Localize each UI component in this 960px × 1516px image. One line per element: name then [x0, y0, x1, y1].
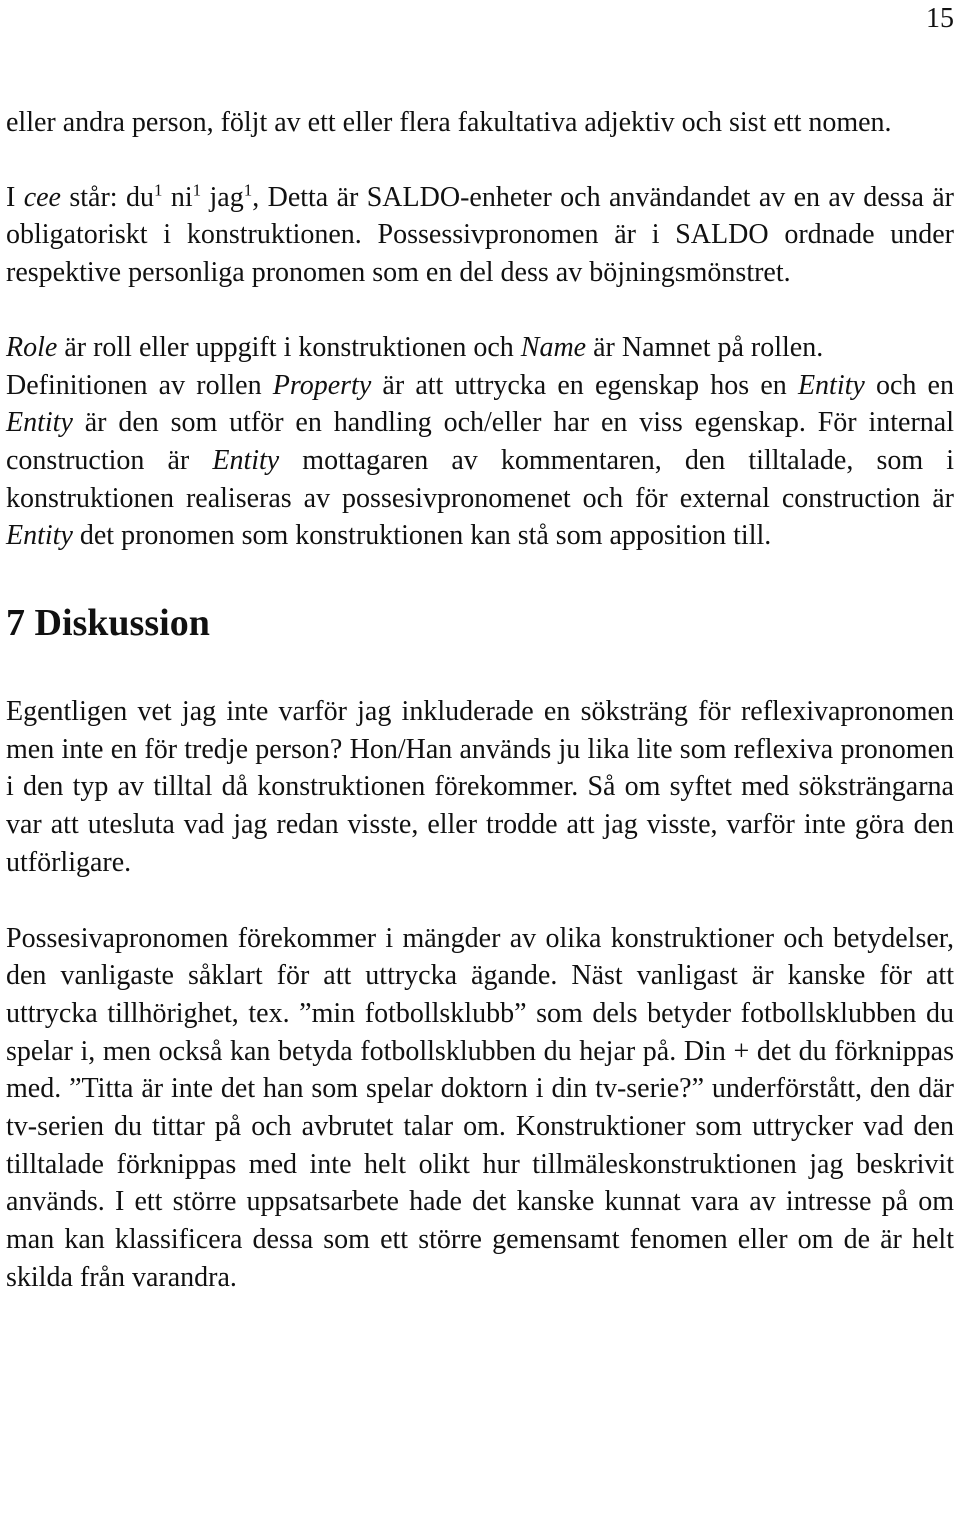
p4-term-property: Property — [272, 369, 372, 401]
p4-text-3: och en — [864, 369, 954, 401]
paragraph-4 — [6, 367, 954, 556]
p2-text-4: jag — [201, 181, 244, 213]
section-heading: 7 Diskussion — [6, 602, 210, 645]
p4-text-1: Definitionen av rollen — [6, 369, 273, 401]
p4-text-5: mottagaren av kommentaren, den tilltalade, som i konstruktionen realiseras av possesivpronomenet och för external construction är — [6, 444, 954, 514]
paragraph-2 — [6, 179, 954, 292]
p2-text-2: står: du — [61, 181, 154, 213]
p2-term-cee: cee — [23, 181, 61, 213]
paragraph-1: eller andra person, följt av ett eller flera fakultativa adjektiv och sist ett nomen. — [6, 107, 892, 138]
p2-text-3: ni — [162, 181, 193, 213]
p4-term-entity-2: Entity — [6, 407, 73, 439]
p4-term-entity-4: Entity — [6, 520, 73, 552]
paragraph-3 — [6, 329, 954, 367]
p3-term-role: Role — [6, 331, 58, 363]
p2-sup-1: 1 — [153, 180, 163, 200]
p3-text-1: är roll eller uppgift i konstruktionen och — [57, 331, 521, 363]
p3-text-2: är Namnet på rollen. — [586, 331, 824, 363]
p4-text-4: är den som utför en handling och/eller har en viss egenskap. För internal construction är — [6, 407, 954, 476]
page-number: 15 — [926, 3, 954, 34]
p2-text-5: , Detta är SALDO-enheter och användandet av en av dessa är obligatoriskt i konstruktionen. Possessivpronomen är i SALDO ordnade under respektive personliga pronomen som en del dess av böjningsmönstret. — [6, 181, 954, 289]
paragraph-5: Egentligen vet jag inte varför jag inkluderade en söksträng för reflexivapronomen men inte en för tredje person? Hon/Han används ju lika lite som reflexiva pronomen i den typ av tilltal då konstruktionen förekommer. Så om syftet med söksträngarna var att utesluta vad jag redan visste, eller trodde att jag visste, varför inte göra den utförligare. — [6, 696, 954, 878]
p3-term-name: Name — [520, 331, 587, 363]
p4-term-entity-3: Entity — [212, 444, 280, 476]
p2-sup-2: 1 — [192, 180, 202, 200]
p2-text-1: I — [6, 181, 24, 213]
p2-sup-3: 1 — [243, 180, 253, 200]
p4-text-2: är att uttrycka en egenskap hos en — [371, 369, 798, 401]
paragraph-6: Possesivapronomen förekommer i mängder av olika konstruktioner och betydelser, den vanligaste såklart för att uttrycka ägande. Näst vanligast är kanske för att uttrycka tillhörighet, tex. ”min fotbollsklubb” som dels betyder fotbollsklubben du spelar i, men också kan betyda fotbollsklubben du hejar på. Din + det du förknippas med. ”Titta är inte det han som spelar doktorn i din tv-serie?” underförstått, den där tv-serien du tittar på och avbrutet talar om. Konstruktioner som uttrycker vad den tilltalade förknippas med inte helt olikt hur tillmäleskonstruktionen jag beskrivit används. I ett större uppsatsarbete hade det kanske kunnat vara av intresse på om man kan klassificera dessa som ett större gemensamt fenomen eller om de är helt skilda från varandra. — [6, 922, 954, 1293]
p4-text-6: det pronomen som konstruktionen kan stå som apposition till. — [72, 520, 772, 552]
p4-term-entity-1: Entity — [797, 369, 865, 401]
document-body — [6, 104, 954, 1297]
